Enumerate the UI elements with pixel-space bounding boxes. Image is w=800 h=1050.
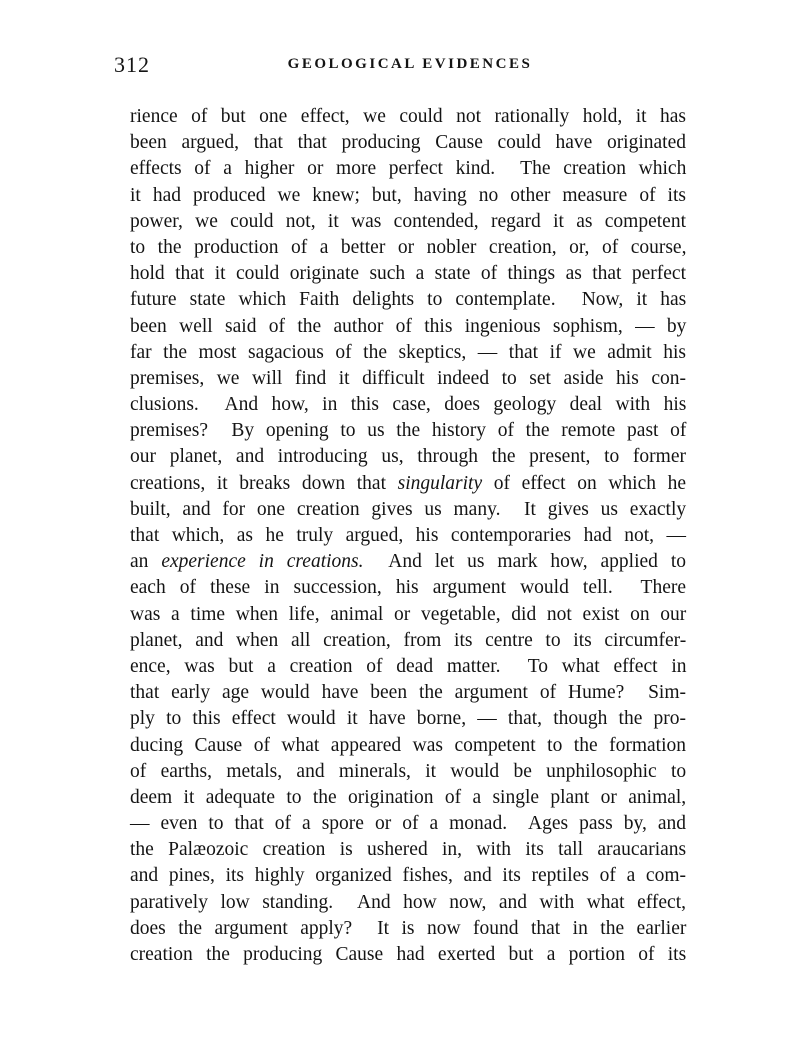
text-segment: the Palæozoic creation is ushered in, with its tall araucarians [130,839,687,861]
text-segment: to the production of a better or nobler creation, or, of course, [130,236,687,258]
text-line [130,706,686,732]
text-segment: our planet, and introducing us, through the present, to former [130,446,686,468]
text-segment: of earths, metals, and minerals, it would be unphilosophic to [130,760,687,782]
text-segment: and pines, its highly organized fishes, and its reptiles of a com- [130,865,686,887]
text-segment: far the most sagacious of the skeptics, — that if we admit his [130,341,687,363]
text-segment: of effect on which he [482,472,686,494]
text-line [130,104,686,130]
italic-phrase: experience in creations. [161,551,364,573]
text-line [130,733,686,759]
text-line [130,366,686,392]
text-segment: an [130,551,162,573]
text-line [130,942,686,968]
text-line [130,261,686,287]
text-line [130,314,686,340]
text-segment: future state which Faith delights to contemplate. Now, it has [130,289,687,311]
text-line [130,235,686,261]
text-segment: planet, and when all creation, from its centre to its circumfer- [130,629,687,651]
text-segment: premises, we will find it difficult indeed to set aside his con- [130,367,686,389]
text-segment: that which, as he truly argued, his contemporaries had not, — [130,525,686,546]
text-segment: effects of a higher or more perfect kind. The creation which [130,158,687,180]
text-line [130,130,686,156]
text-segment: paratively low standing. And how now, and with what effect, [130,891,686,913]
text-line [130,759,686,785]
text-line [130,628,686,654]
text-line [130,680,686,706]
text-segment: power, we could not, it was contended, regard it as competent [130,210,686,232]
text-segment: was a time when life, animal or vegetable, did not exist on our [130,603,687,625]
text-segment: ducing Cause of what appeared was competent to the formation [130,734,686,756]
text-line [130,785,686,811]
text-line [130,183,686,209]
text-line [130,654,686,680]
text-segment: it had produced we knew; but, having no other measure of its [130,184,686,206]
text-line [130,811,686,837]
text-segment: rience of but one effect, we could not rationally hold, it has [130,106,686,127]
text-line [130,863,686,889]
text-line [130,890,686,916]
text-segment: — even to that of a spore or of a monad. Ages pass by, and [130,813,686,835]
text-line [130,497,686,523]
text-line [130,340,686,366]
text-segment: And let us mark how, applied to [363,551,686,573]
text-segment: ence, was but a creation of dead matter. To what effect in [130,655,687,677]
running-head: GEOLOGICAL EVIDENCES [287,56,533,72]
text-segment: creation the producing Cause had exerted but a portion of its [130,944,687,965]
text-line [130,549,686,575]
text-segment: been argued, that that producing Cause could have originated [130,132,686,154]
text-line [130,418,686,444]
text-segment: built, and for one creation gives us many. It gives us exactly [130,498,687,520]
text-line [130,156,686,182]
text-segment: does the argument apply? It is now found that in the earlier [130,917,687,939]
body-text [130,104,686,968]
text-line [130,575,686,601]
text-segment: ply to this effect would it have borne, — that, though the pro- [130,708,686,730]
text-segment: deem it adequate to the origination of a single plant or animal, [130,786,687,808]
text-segment: hold that it could originate such a state of things as that perfect [130,263,686,285]
text-line [130,523,686,549]
text-segment: premises? By opening to us the history of the remote past of [130,420,687,442]
text-segment: been well said of the author of this ingenious sophism, — by [130,315,687,337]
page-number: 312 [114,52,150,77]
text-line [130,471,686,497]
text-line [130,287,686,313]
page-header [114,52,690,78]
text-segment: clusions. And how, in this case, does geology deal with his [130,394,687,416]
text-line [130,392,686,418]
italic-phrase: singularity [397,472,483,494]
text-line [130,602,686,628]
text-line [130,444,686,470]
text-line [130,916,686,942]
text-segment: creations, it breaks down that [130,472,398,494]
text-segment: each of these in succession, his argument would tell. There [130,577,686,599]
text-line [130,837,686,863]
text-line [130,209,686,235]
text-segment: that early age would have been the argument of Hume? Sim- [130,682,686,704]
